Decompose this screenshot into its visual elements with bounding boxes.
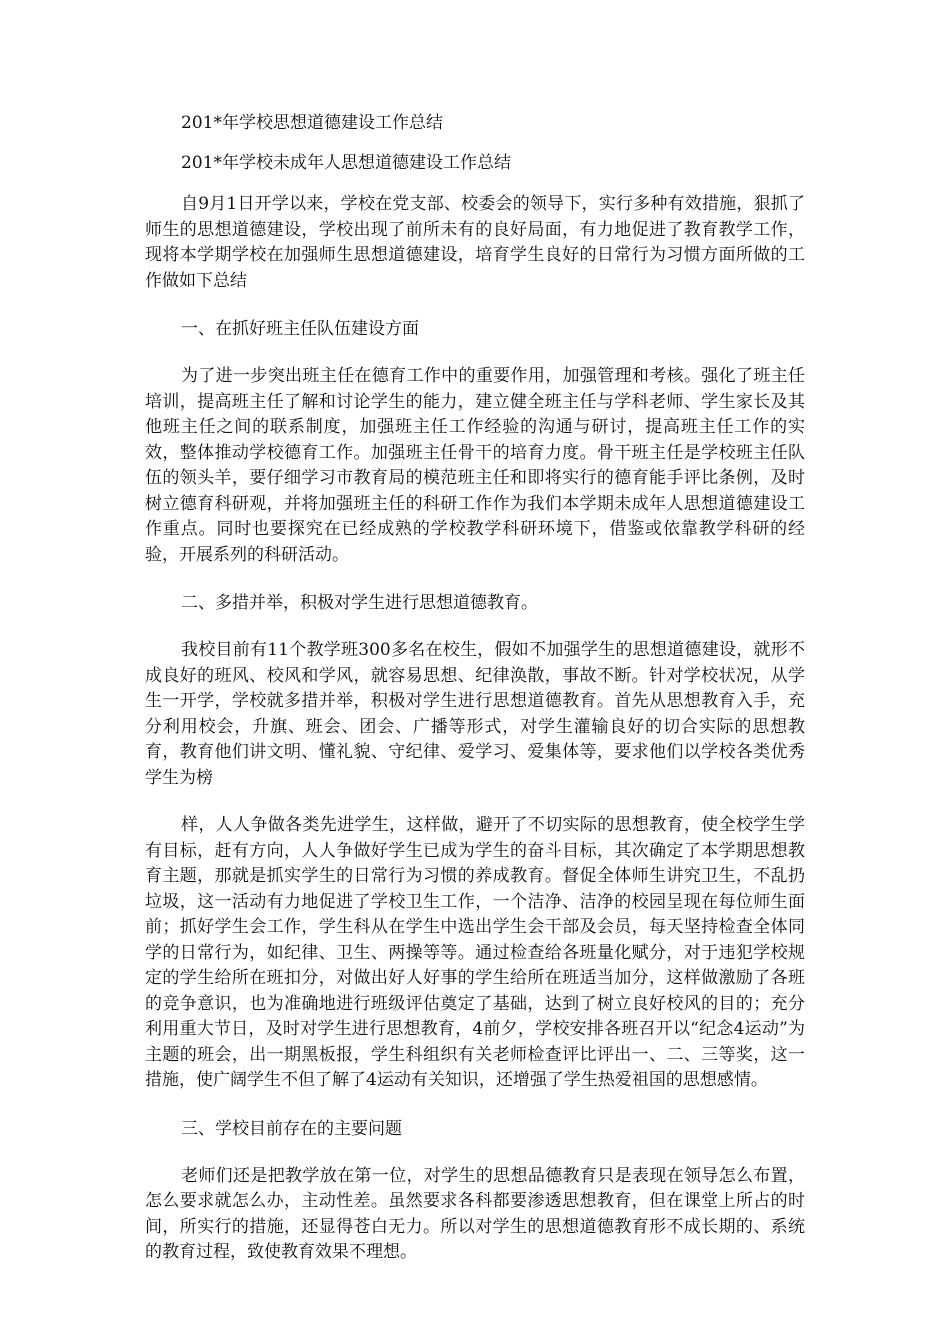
section-2-paragraph-b: 样，人人争做各类先进学生，这样做，避开了不切实际的思想教育，使全校学生学有目标，赶有方向，人人争做好学生已成为学生的奋斗目标，其次确定了本学期思想教育主题，那就是抓实学生的日常行为习惯的养成教育。督促全体师生讲究卫生，不乱扔垃圾，这一活动有力地促进了学校卫生工作，一个洁净、洁净的校园呈现在每位师生面前；抓好学生会工作，学生科从在学生中选出学生会干部及会员，每天坚持检查全体同学的日常行为，如纪律、卫生、两操等等。通过检查给各班量化赋分，对于违犯学校规定的学生给所在班扣分，对做出好人好事的学生给所在班适当加分，这样做激励了各班的竞争意识，也为准确地进行班级评估奠定了基础，达到了树立良好校风的目的；充分利用重大节日，及时对学生进行思想教育，4前夕，学校安排各班召开以“纪念4运动”为主题的班会，出一期黑板报，学生科组织有关老师检查评比评出一、二、三等奖，这一措施，使广阔学生不但了解了4运动有关知识，还增强了学生热爱祖国的思想感情。 <box>145 815 805 1090</box>
section-2-heading: 二、多措并举，积极对学生进行思想道德教育。 <box>181 593 538 613</box>
section-3-paragraph: 老师们还是把教学放在第一位，对学生的思想品德教育只是表现在领导怎么布置，怎么要求就怎么办，主动性差。虽然要求各科都要渗透思想教育，但在课堂上所占的时间，所实行的措施，还显得苍白无力。所以对学生的思想道德教育形不成长期的、系统的教育过程，致使教育效果不理想。 <box>145 1165 805 1262</box>
section-1-heading: 一、在抓好班主任队伍建设方面 <box>181 319 419 339</box>
document-page <box>145 108 805 1288</box>
document-title: 201*年学校思想道德建设工作总结 <box>181 113 443 133</box>
section-3-heading: 三、学校目前存在的主要问题 <box>181 1118 402 1139</box>
document-subtitle: 201*年学校未成年人思想道德建设工作总结 <box>181 153 511 173</box>
intro-paragraph: 自9月1日开学以来，学校在党支部、校委会的领导下，实行多种有效措施，狠抓了师生的思想道德建设，学校出现了前所未有的良好局面，有力地促进了教育教学工作，现将本学期学校在加强师生思想道德建设，培育学生良好的日常行为习惯方面所做的工作做如下总结 <box>145 194 805 291</box>
section-1-paragraph: 为了进一步突出班主任在德育工作中的重要作用，加强管理和考核。强化了班主任培训，提高班主任了解和讨论学生的能力，建立健全班主任与学科老师、学生家长及其他班主任之间的联系制度，加强班主任工作经验的沟通与研讨，提高班主任工作的实效，整体推动学校德育工作。加强班主任骨干的培育力度。骨干班主任是学校班主任队伍的领头羊，要仔细学习市教育局的模范班主任和即将实行的德育能手评比条例，及时树立德育科研观，并将加强班主任的科研工作作为我们本学期未成年人思想道德建设工作重点。同时也要探究在已经成熟的学校教学科研环境下，借鉴或依靠教学科研的经验，开展系列的科研活动。 <box>145 366 805 565</box>
section-2-paragraph-a: 我校目前有11个教学班300多名在校生，假如不加强学生的思想道德建设，就形不成良好的班风、校风和学风，就容易思想、纪律涣散，事故不断。针对学校状况，从学生一开学，学校就多措并举，积极对学生进行思想道德教育。首先从思想教育入手，充分利用校会，升旗、班会、团会、广播等形式，对学生灌输良好的切合实际的思想教育，教育他们讲文明、懂礼貌、守纪律、爱学习、爱集体等，要求他们以学校各类优秀学生为榜 <box>145 640 805 788</box>
